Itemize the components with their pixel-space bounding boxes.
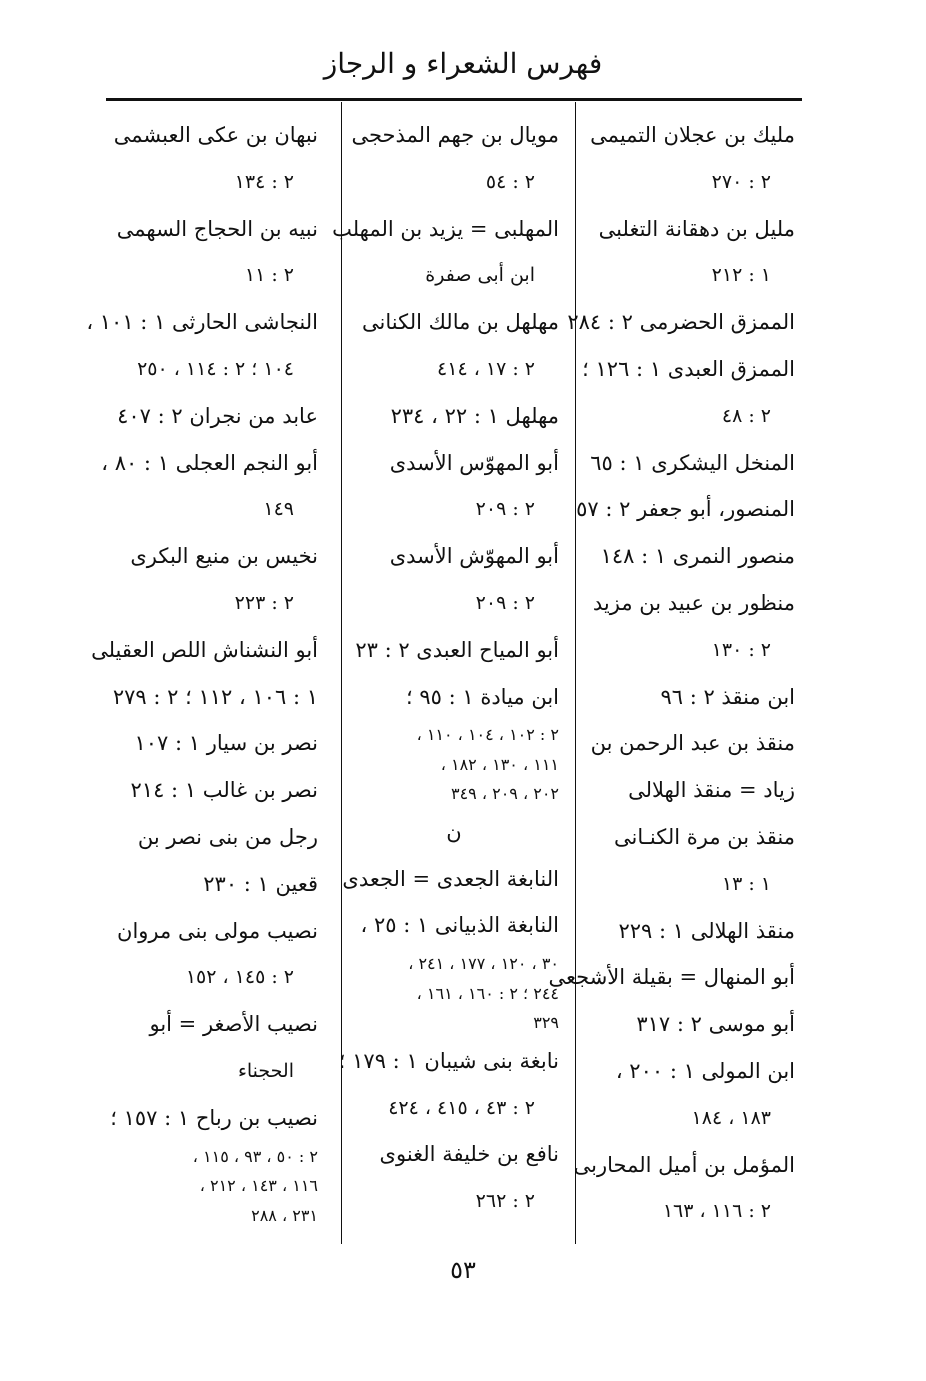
- page-number: ٥٣: [450, 1256, 476, 1284]
- index-entry-line: مهلهل ١ : ٢٢ ، ٢٣٤: [390, 403, 559, 428]
- index-entry-line: نابغة بنى شيبان ١ : ١٧٩ ؛: [338, 1048, 559, 1073]
- index-entry-line: ابن المولى ١ : ٢٠٠ ،: [615, 1058, 795, 1083]
- index-entry-line: أبو المياح العبدى ٢ : ٢٣: [355, 637, 559, 662]
- header-rule: [106, 98, 802, 101]
- index-entry-line: ٢ : ١١٦ ، ١٦٣: [662, 1200, 771, 1223]
- column-divider-right: [575, 102, 576, 1244]
- index-entry-line: الحجناء: [237, 1059, 294, 1082]
- index-entry-line: ٢ : ٢٠٩: [475, 591, 535, 614]
- index-entry-line: مويال بن جهم المذحجى: [351, 123, 559, 147]
- index-entry-line: أبو المنهال = بقيلة الأشجعى: [548, 965, 795, 990]
- index-entry-line: ١ : ٢١٢: [711, 264, 771, 287]
- index-entry-line: منظور بن عبيد بن مزيد: [592, 590, 795, 615]
- index-entry-line: ١٤٩: [263, 498, 294, 521]
- index-entry-line: منصور النمرى ١ : ١٤٨: [600, 544, 795, 569]
- index-entry-line: نصيب بن رباح ١ : ١٥٧ ؛: [110, 1105, 318, 1130]
- index-entry-line: ٢ : ٢٧٠: [711, 170, 771, 193]
- index-entry-line: المنصور، أبو جعفر ٢ : ٥٧: [576, 497, 795, 522]
- index-entry-line: أبو موسى ٢ : ٣١٧: [636, 1012, 795, 1037]
- index-entry-line: منقذ بن مرة الكنـانى: [614, 824, 795, 849]
- index-entry-line: ٢ : ٤٨: [721, 404, 771, 427]
- index-entry-line: أبو المهوّس الأسدى: [389, 450, 559, 475]
- index-column-right: [548, 112, 795, 1246]
- index-entry-line: أبو المهوّش الأسدى: [389, 544, 559, 569]
- index-column-left: [86, 112, 318, 1246]
- index-entry-line: ٢ : ٥٠ ، ٩٣ ، ١١٥ ،: [192, 1146, 318, 1166]
- index-entry-line: نافع بن خليفة الغنوى: [379, 1142, 559, 1167]
- index-entry-line: ٢٤٤ ؛ ٢ : ١٦٠ ، ١٦١ ،: [416, 983, 559, 1003]
- index-entry-line: ١٠٤ ؛ ٢ : ١١٤ ، ٢٥٠: [137, 357, 294, 380]
- index-entry-line: ٣٢٩: [533, 1013, 559, 1033]
- index-entry-line: نصيب مولى بنى مروان: [117, 918, 318, 943]
- index-entry-line: عابد من نجران ٢ : ٤٠٧: [117, 403, 318, 428]
- index-entry-line: أبو النشناش اللص العقيلى: [91, 637, 318, 662]
- index-entry-line: نبهان بن عكى العبشمى: [113, 123, 318, 147]
- index-entry-line: منقذ الهلالى ١ : ٢٢٩: [618, 918, 795, 943]
- index-entry-line: أبو النجم العجلى ١ : ٨٠ ،: [101, 450, 318, 475]
- index-entry-line: النابغة الجعدى = الجعدى: [342, 866, 559, 891]
- index-entry-line: ن: [446, 819, 462, 844]
- index-entry-line: نخيس بن منيع البكرى: [130, 544, 318, 569]
- index-entry-line: المؤمل بن أميل المحاربى: [573, 1152, 795, 1177]
- page-title: فهرس الشعراء و الرجاز: [323, 47, 603, 80]
- index-entry-line: ٢ : ١١: [244, 264, 294, 287]
- index-entry-line: نصر بن سيار ١ : ١٠٧: [134, 731, 318, 756]
- index-entry-line: نصر بن غالب ١ : ٢١٤: [130, 778, 318, 803]
- index-entry-line: ٢ : ١٠٢ ، ١٠٤ ، ١١٠ ،: [416, 725, 559, 745]
- index-entry-line: قعين ١ : ٢٣٠: [203, 871, 318, 896]
- index-entry-line: ٢٣١ ، ٢٨٨: [251, 1205, 318, 1225]
- index-entry-line: مليك بن عجلان التميمى: [590, 123, 795, 147]
- index-entry-line: رجل من بنى نصر بن: [137, 824, 318, 849]
- index-entry-line: ٢ : ١٣٠: [711, 638, 771, 661]
- index-entry-line: المنخل اليشكرى ١ : ٦٥: [590, 450, 795, 475]
- index-entry-line: الممزق العبدى ١ : ١٢٦ ؛: [582, 356, 795, 381]
- index-entry-line: ابن ميادة ١ : ٩٥ ؛: [406, 684, 559, 709]
- index-entry-line: ٢ : ٢٢٣: [234, 591, 294, 614]
- index-entry-line: ٢ : ٢٠٩: [475, 498, 535, 521]
- index-entry-line: مليل بن دهقانة التغلبى: [598, 216, 795, 241]
- index-entry-line: ١٨٣ ، ١٨٤: [691, 1106, 771, 1129]
- index-entry-line: ٢ : ١٤٥ ، ١٥٢: [185, 966, 294, 989]
- index-entry-line: نصيب الأصغر = أبو: [149, 1012, 318, 1037]
- index-entry-line: ٢ : ٢٦٢: [475, 1190, 535, 1213]
- index-entry-line: ١ : ١٠٦ ، ١١٢ ؛ ٢ : ٢٧٩: [112, 684, 318, 709]
- index-entry-line: النجاشى الحارثى ١ : ١٠١ ،: [86, 310, 318, 335]
- index-entry-line: منقذ بن عبد الرحمن بن: [590, 731, 795, 756]
- index-entry-line: ٢٠٢ ، ٢٠٩ ، ٣٤٩: [450, 784, 559, 804]
- index-entry-line: ٢ : ٥٤: [485, 170, 535, 193]
- index-entry-line: المهلبى = يزيد بن المهلب: [332, 216, 559, 241]
- index-entry-line: ٢ : ١٧ ، ٤١٤: [437, 357, 535, 380]
- index-entry-line: زياد = منقذ الهلالى: [628, 778, 795, 803]
- index-entry-line: ٣٠ ، ١٢٠ ، ١٧٧ ، ٢٤١ ،: [408, 954, 559, 974]
- index-entry-line: ٢ : ١٣٤: [234, 170, 294, 193]
- index-entry-line: ابن أبى صفرة: [425, 264, 535, 287]
- index-entry-line: نبيه بن الحجاج السهمى: [116, 216, 318, 241]
- index-entry-line: ١١٦ ، ١٤٣ ، ٢١٢ ،: [199, 1176, 318, 1196]
- index-entry-line: الممزق الحضرمى ٢ : ٢٨٤: [567, 310, 795, 335]
- index-column-middle: [332, 112, 559, 1246]
- index-entry-line: مهلهل بن مالك الكنانى: [362, 310, 559, 335]
- index-entry-line: ابن منقذ ٢ : ٩٦: [660, 684, 795, 709]
- index-entry-line: ٢ : ٤٣ ، ٤١٥ ، ٤٢٤: [388, 1096, 535, 1119]
- index-entry-line: ١ : ١٣: [721, 872, 771, 895]
- index-entry-line: ١١١ ، ١٣٠ ، ١٨٢ ،: [440, 754, 559, 774]
- index-entry-line: النابغة الذبيانى ١ : ٢٥ ،: [360, 913, 559, 938]
